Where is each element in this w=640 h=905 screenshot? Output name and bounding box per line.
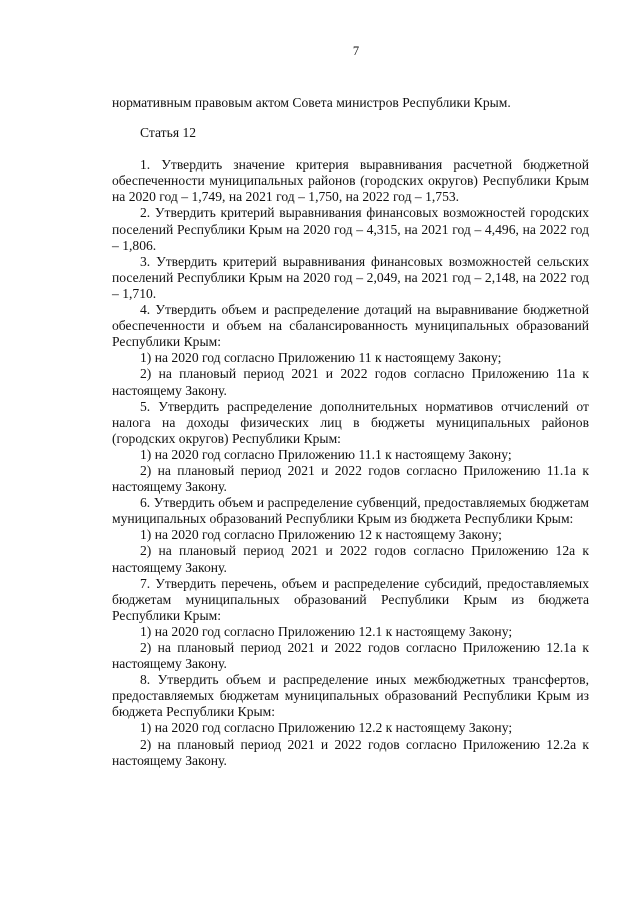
subparagraph-8-1: 1) на 2020 год согласно Приложению 12.2 к настоящему Закону; [140, 720, 513, 736]
paragraph-item-4: 4. Утвердить объем и распределение дотаций на выравнивание бюджетной обеспеченности и объем на сбалансированность муниципальных образований Республики Крым: [112, 302, 589, 350]
subparagraph-4-1: 1) на 2020 год согласно Приложению 11 к настоящему Закону; [140, 350, 502, 366]
paragraph-item-6: 6. Утвердить объем и распределение субвенций, предоставляемых бюджетам муниципальных образований Республики Крым из бюджета Республики Крым: [112, 495, 589, 527]
subparagraph-6-2: 2) на плановый период 2021 и 2022 годов согласно Приложению 12а к настоящему Закону. [112, 543, 589, 575]
subparagraph-7-2: 2) на плановый период 2021 и 2022 годов согласно Приложению 12.1а к настоящему Закону. [112, 640, 589, 672]
page-number: 7 [352, 44, 360, 58]
paragraph-item-8: 8. Утвердить объем и распределение иных межбюджетных трансфертов, предоставляемых бюджетам муниципальных образований Республики Крым из бюджета Республики Крым: [112, 672, 589, 720]
paragraph-item-1: 1. Утвердить значение критерия выравнивания расчетной бюджетной обеспеченности муниципальных районов (городских округов) Республики Крым на 2020 год – 1,749, на 2021 год – 1,750, на 2022 год – 1,753. [112, 157, 589, 205]
subparagraph-6-1: 1) на 2020 год согласно Приложению 12 к настоящему Закону; [140, 527, 502, 543]
article-title: Статья 12 [140, 125, 197, 141]
paragraph-item-7: 7. Утвердить перечень, объем и распределение субсидий, предоставляемых бюджетам муниципальных образований Республики Крым из бюджета Республики Крым: [112, 575, 589, 623]
lead-paragraph: нормативным правовым актом Совета министров Республики Крым. [112, 95, 511, 110]
document-body [112, 95, 589, 769]
subparagraph-5-2: 2) на плановый период 2021 и 2022 годов согласно Приложению 11.1а к настоящему Закону. [112, 462, 589, 495]
subparagraph-4-2: 2) на плановый период 2021 и 2022 годов согласно Приложению 11а к настоящему Закону. [112, 366, 589, 398]
paragraph-item-5: 5. Утвердить распределение дополнительных нормативов отчислений от налога на доходы физических лиц в бюджеты муниципальных районов (городских округов) Республики Крым: [112, 398, 589, 446]
paragraph-item-3: 3. Утвердить критерий выравнивания финансовых возможностей сельских поселений Республики Крым на 2020 год – 2,049, на 2021 год – 2,148, на 2022 год – 1,710. [112, 253, 589, 301]
subparagraph-5-1: 1) на 2020 год согласно Приложению 11.1 к настоящему Закону; [140, 446, 512, 462]
subparagraph-7-1: 1) на 2020 год согласно Приложению 12.1 к настоящему Закону; [140, 623, 513, 639]
subparagraph-8-2: 2) на плановый период 2021 и 2022 годов согласно Приложению 12.2а к настоящему Закону. [112, 736, 589, 768]
paragraph-item-2: 2. Утвердить критерий выравнивания финансовых возможностей городских поселений Республики Крым на 2020 год – 4,315, на 2021 год – 4,496, на 2022 год – 1,806. [112, 205, 589, 253]
